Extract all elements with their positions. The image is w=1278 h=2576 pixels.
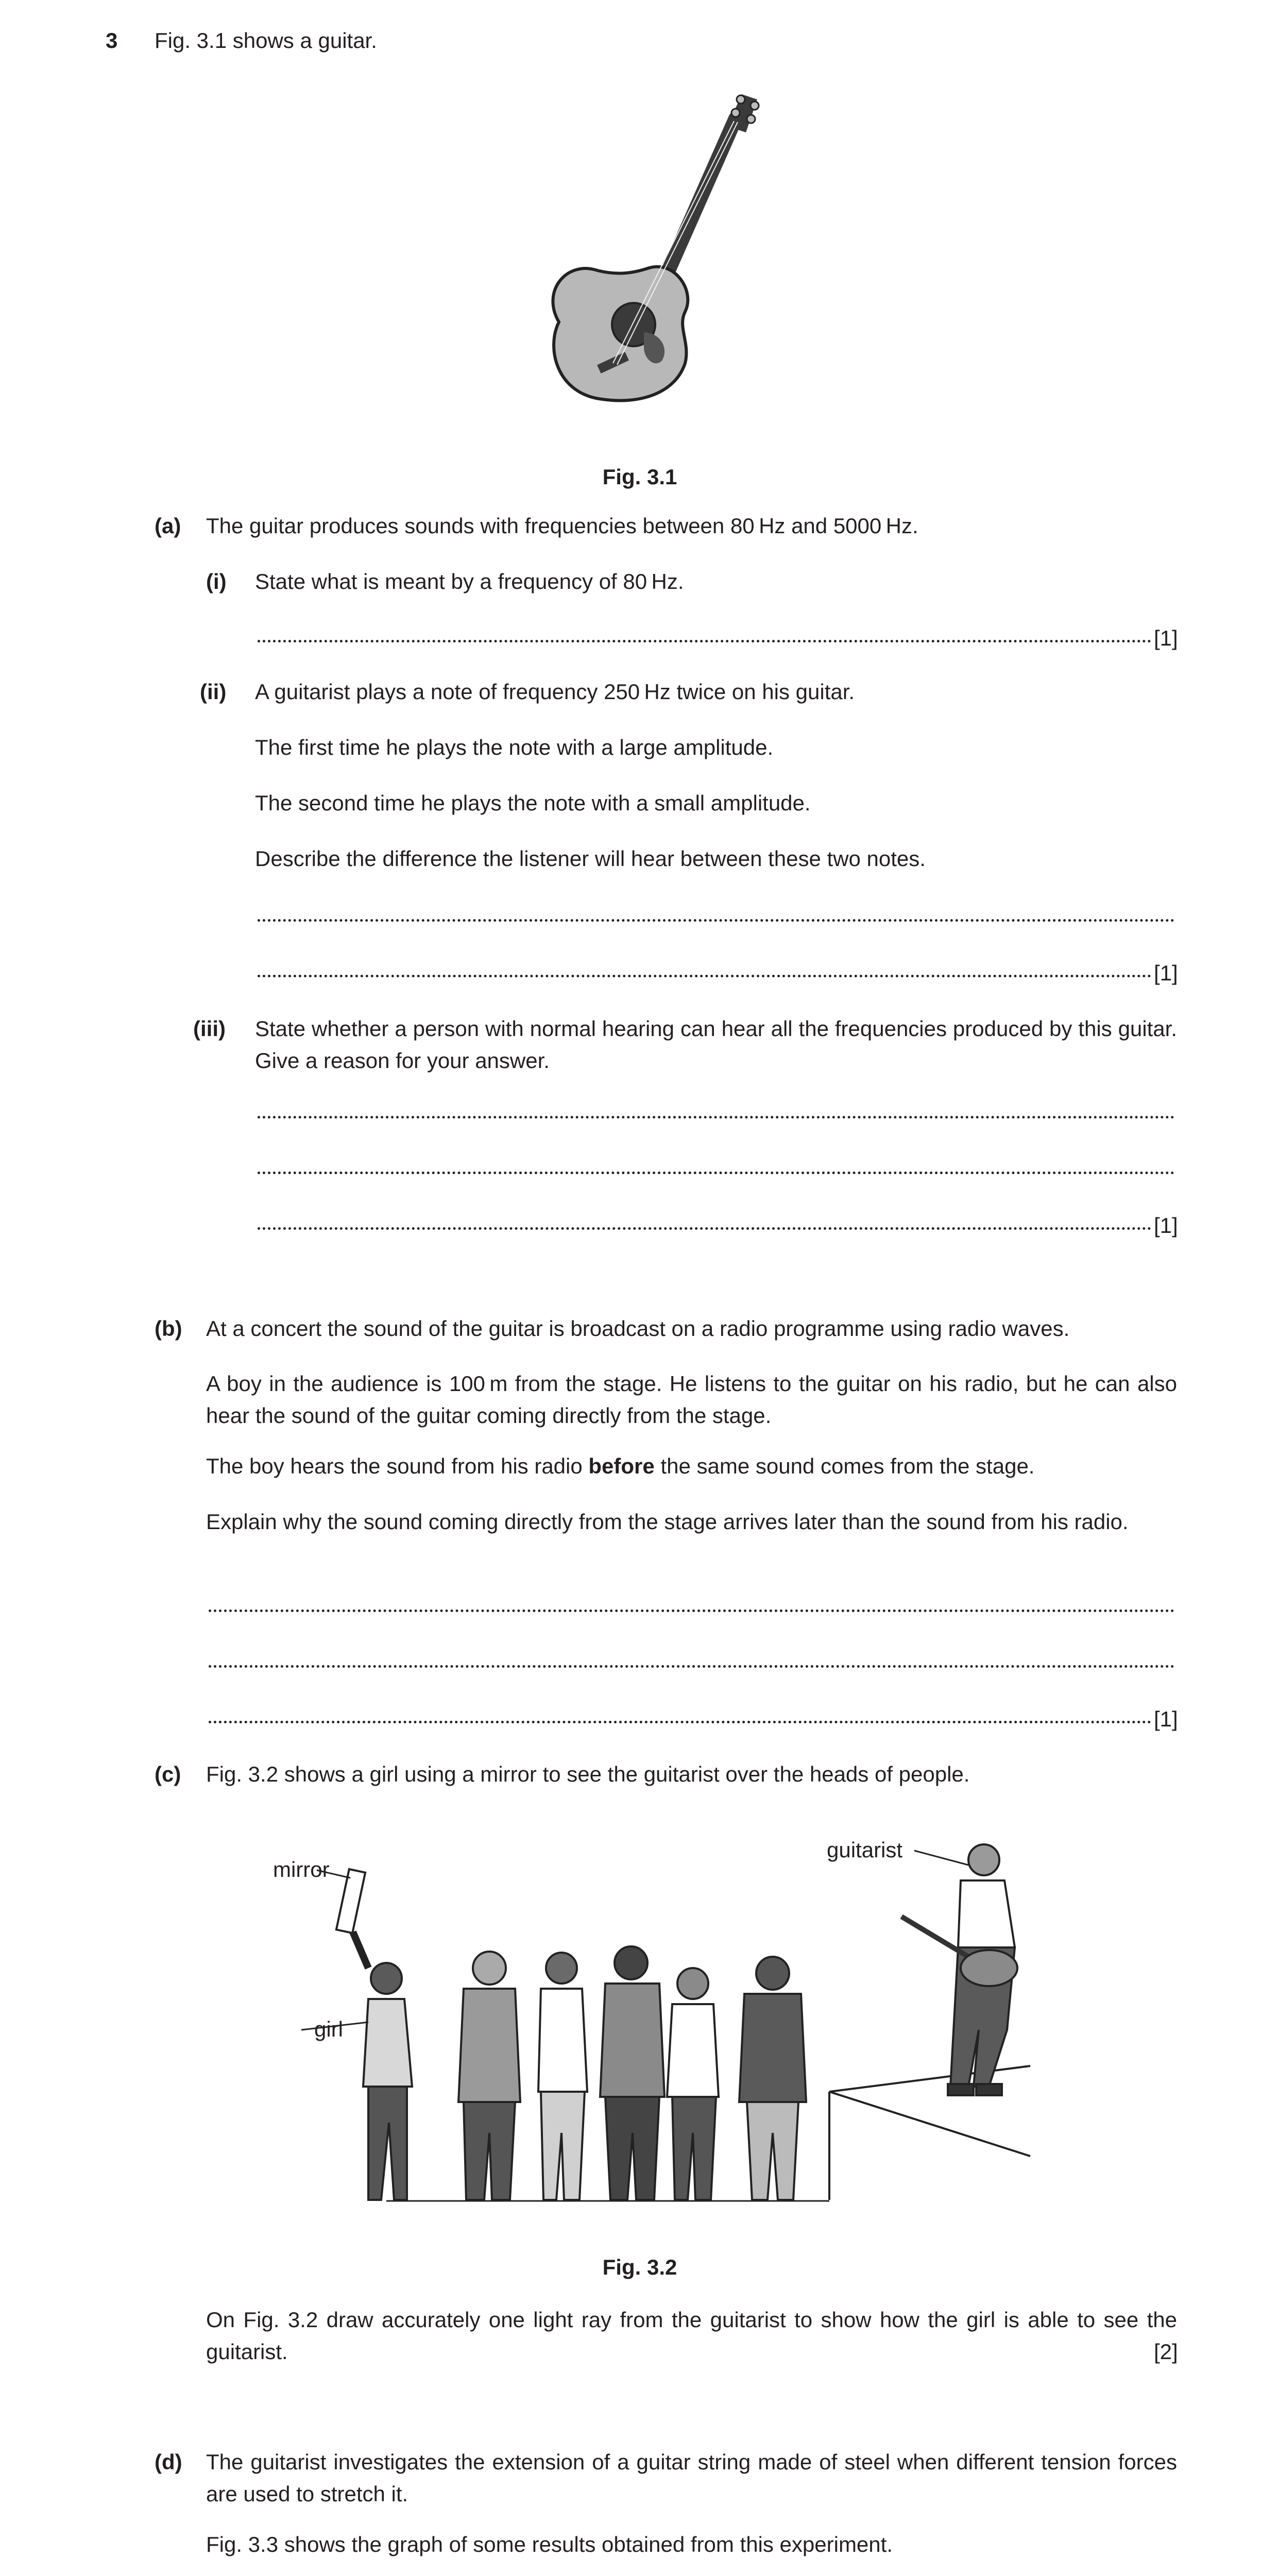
question-intro: Fig. 3.1 shows a guitar.	[155, 28, 377, 53]
girl-label: girl	[314, 2017, 344, 2041]
part-b-text1: At a concert the sound of the guitar is broadcast on a radio programme using radio waves.	[206, 1316, 1070, 1341]
mark: [2]	[1154, 2340, 1178, 2364]
part-b-text3-pre: The boy hears the sound from his radio	[206, 1454, 589, 1478]
part-b-text3-bold: before	[588, 1454, 655, 1478]
mark: [1]	[1154, 626, 1178, 650]
part-b-text3-post: the same sound comes from the stage.	[654, 1454, 1035, 1478]
mark: [1]	[1154, 1707, 1178, 1731]
part-b-text2: A boy in the audience is 100 m from the stage. He listens to the guitar on his radio, but he can also hear the sound of the guitar coming directly from the stage.	[206, 1371, 1177, 1428]
part-d-text1: The guitarist investigates the extension of a guitar string made of steel when different tension forces are used to stretch it.	[206, 2450, 1177, 2506]
part-a-iii-text: State whether a person with normal hearing can hear all the frequencies produced by this guitar. Give a reason for your answer.	[255, 1016, 1177, 1073]
question-number: 3	[106, 28, 118, 53]
part-c-text: Fig. 3.2 shows a girl using a mirror to see the guitarist over the heads of people.	[206, 1762, 970, 1786]
part-a-iii-label: (iii)	[193, 1016, 226, 1041]
part-d-text2: Fig. 3.3 shows the graph of some results obtained from this experiment.	[206, 2532, 893, 2556]
mark: [1]	[1154, 961, 1178, 985]
part-a-ii-label: (ii)	[200, 680, 227, 704]
part-b-text4: Explain why the sound coming directly from the stage arrives later than the sound from his radio.	[206, 1510, 1129, 1534]
part-a-ii-text3: The second time he plays the note with a small amplitude.	[255, 791, 811, 815]
part-a-text: The guitar produces sounds with frequencies between 80 Hz and 5000 Hz.	[206, 514, 918, 538]
part-a-i-label: (i)	[206, 569, 227, 594]
part-a-ii-text1: A guitarist plays a note of frequency 250 Hz twice on his guitar.	[255, 680, 855, 704]
fig-3-1-caption: Fig. 3.1	[602, 465, 677, 489]
part-a-ii-text4: Describe the difference the listener will hear between these two notes.	[255, 846, 926, 871]
part-c-instruction: On Fig. 3.2 draw accurately one light ray from the guitarist to show how the girl is able to see the guitarist.	[206, 2308, 1177, 2364]
guitarist-label: guitarist	[827, 1838, 903, 1862]
mirror-label: mirror	[273, 1857, 330, 1882]
part-d-label: (d)	[155, 2450, 182, 2474]
part-c-label: (c)	[155, 1762, 181, 1786]
part-b-label: (b)	[155, 1316, 182, 1341]
mark: [1]	[1154, 1213, 1178, 1238]
part-a-label: (a)	[155, 514, 181, 538]
part-a-i-text: State what is meant by a frequency of 80 Hz.	[255, 569, 684, 594]
part-a-ii-text2: The first time he plays the note with a large amplitude.	[255, 735, 774, 759]
fig-3-2-caption: Fig. 3.2	[602, 2255, 677, 2279]
